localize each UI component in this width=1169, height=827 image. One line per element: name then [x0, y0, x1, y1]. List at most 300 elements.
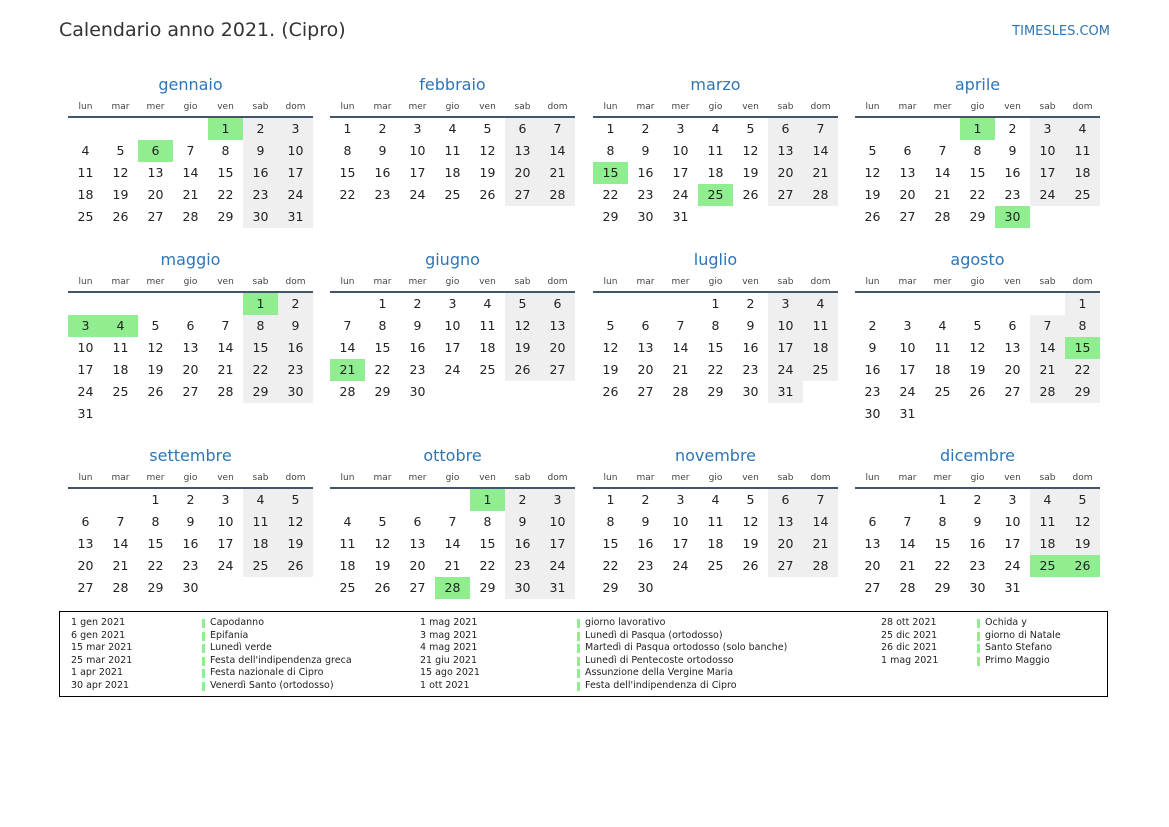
- day-cell: 7: [803, 489, 838, 511]
- day-cell: 4: [1065, 118, 1100, 140]
- day-cell: 21: [803, 162, 838, 184]
- weekday-label: dom: [810, 102, 831, 112]
- weekday-label: dom: [1072, 473, 1093, 483]
- holiday-day-cell: 30: [995, 206, 1030, 228]
- holiday-day-cell: 3: [68, 315, 103, 337]
- day-cell: 19: [864, 187, 881, 202]
- holiday-day-cell: 4: [103, 315, 138, 337]
- day-cell: 18: [112, 362, 129, 377]
- day-cell: 28: [112, 580, 129, 595]
- weekday-label: lun: [865, 102, 880, 112]
- day-cell: 23: [409, 362, 426, 377]
- day-cell: 10: [672, 143, 689, 158]
- day-cell: 28: [803, 555, 838, 577]
- day-cell: 24: [409, 187, 426, 202]
- day-cell: 30: [182, 580, 199, 595]
- weekday-label: ven: [1004, 473, 1021, 483]
- day-cell: 20: [1004, 362, 1021, 377]
- day-cell: 16: [1004, 165, 1021, 180]
- weekday-label: sab: [777, 102, 794, 112]
- weekday-label: dom: [1072, 102, 1093, 112]
- legend-dates-2: [420, 617, 480, 693]
- weekday-label: dom: [547, 277, 568, 287]
- day-cell: 21: [1030, 359, 1065, 381]
- month-aprile: [855, 74, 1100, 228]
- day-cell: 3: [676, 121, 685, 136]
- day-cell: 25: [444, 187, 461, 202]
- day-cell: 24: [899, 384, 916, 399]
- day-cell: 15: [934, 536, 951, 551]
- legend-text: 1 apr 2021: [71, 667, 124, 679]
- day-cell: 10: [77, 340, 94, 355]
- empty-cell: [103, 118, 138, 140]
- day-cell: 6: [768, 118, 803, 140]
- day-cell: 30: [969, 580, 986, 595]
- day-cell: 19: [1065, 533, 1100, 555]
- day-cell: 2: [378, 121, 387, 136]
- day-cell: 19: [147, 362, 164, 377]
- day-cell: 3: [1008, 492, 1017, 507]
- legend-text: 15 ago 2021: [420, 667, 480, 679]
- day-cell: 20: [899, 187, 916, 202]
- day-cell: 28: [934, 209, 951, 224]
- weekday-label: ven: [217, 102, 234, 112]
- day-cell: 5: [746, 121, 755, 136]
- day-cell: 25: [479, 362, 496, 377]
- day-cell: 18: [934, 362, 951, 377]
- weekday-label: ven: [479, 277, 496, 287]
- day-cell: 16: [637, 536, 654, 551]
- weekday-label: sab: [777, 473, 794, 483]
- day-cell: 25: [243, 555, 278, 577]
- day-cell: 29: [147, 580, 164, 595]
- day-cell: 16: [969, 536, 986, 551]
- weekday-label: gio: [970, 277, 985, 287]
- day-cell: 22: [217, 187, 234, 202]
- holiday-day-cell: 28: [435, 577, 470, 599]
- empty-cell: [995, 293, 1030, 315]
- day-cell: 17: [540, 533, 575, 555]
- day-cell: 30: [742, 384, 759, 399]
- day-cell: 31: [899, 406, 916, 421]
- day-cell: 17: [672, 165, 689, 180]
- day-cell: 3: [413, 121, 422, 136]
- day-cell: 4: [1030, 489, 1065, 511]
- weekday-label: mer: [146, 277, 165, 287]
- legend-holiday-mark: [577, 657, 580, 666]
- day-cell: 22: [479, 558, 496, 573]
- day-cell: 20: [864, 558, 881, 573]
- weekday-label: gio: [445, 473, 460, 483]
- day-cell: 7: [938, 143, 947, 158]
- weekday-label: mar: [636, 102, 655, 112]
- weekday-label: mar: [111, 102, 130, 112]
- weekday-label: sab: [1039, 277, 1056, 287]
- day-cell: 13: [768, 140, 803, 162]
- empty-cell: [400, 489, 435, 511]
- day-cell: 4: [938, 318, 947, 333]
- day-cell: 9: [278, 315, 313, 337]
- day-cell: 22: [1065, 359, 1100, 381]
- weekday-label: gio: [708, 102, 723, 112]
- day-cell: 27: [409, 580, 426, 595]
- empty-cell: [960, 293, 995, 315]
- weekday-label: dom: [1072, 277, 1093, 287]
- month-name: marzo: [690, 75, 741, 94]
- day-cell: 7: [540, 118, 575, 140]
- month-ottobre: [330, 445, 575, 599]
- day-cell: 9: [243, 140, 278, 162]
- weekday-label: dom: [547, 473, 568, 483]
- day-cell: 2: [278, 293, 313, 315]
- day-cell: 13: [77, 536, 94, 551]
- legend-text: Santo Stefano: [985, 642, 1053, 654]
- day-cell: 9: [505, 511, 540, 533]
- day-cell: 26: [742, 187, 759, 202]
- day-cell: 23: [637, 558, 654, 573]
- day-cell: 21: [672, 362, 689, 377]
- empty-cell: [925, 118, 960, 140]
- day-cell: 23: [637, 187, 654, 202]
- day-cell: 27: [77, 580, 94, 595]
- weekday-header: [68, 469, 313, 489]
- day-cell: 2: [1008, 121, 1017, 136]
- legend-text: 1 gen 2021: [71, 617, 126, 628]
- day-cell: 13: [864, 536, 881, 551]
- day-cell: 18: [77, 187, 94, 202]
- legend-marks-1: [202, 619, 205, 693]
- weekday-header: [593, 98, 838, 118]
- weekday-header: [330, 98, 575, 118]
- day-cell: 14: [540, 140, 575, 162]
- weekday-label: mar: [111, 473, 130, 483]
- day-grid: [593, 118, 838, 228]
- weekday-header: [855, 98, 1100, 118]
- day-cell: 24: [672, 187, 689, 202]
- day-cell: 9: [868, 340, 877, 355]
- empty-cell: [855, 293, 890, 315]
- day-cell: 28: [672, 384, 689, 399]
- legend-names-1: [210, 617, 352, 693]
- weekday-header: [593, 273, 838, 293]
- day-cell: 10: [409, 143, 426, 158]
- day-cell: 23: [182, 558, 199, 573]
- day-cell: 14: [182, 165, 199, 180]
- month-name: luglio: [693, 250, 738, 269]
- legend-text: Ochida y: [985, 617, 1027, 628]
- day-cell: 31: [768, 381, 803, 403]
- day-cell: 8: [243, 315, 278, 337]
- weekday-label: mer: [671, 473, 690, 483]
- empty-cell: [593, 293, 628, 315]
- weekday-label: lun: [603, 473, 618, 483]
- legend-text: 15 mar 2021: [71, 642, 133, 654]
- legend-holiday-mark: [977, 644, 980, 653]
- day-cell: 28: [217, 384, 234, 399]
- legend-text: Lunedì di Pasqua (ortodosso): [585, 629, 723, 641]
- day-cell: 20: [768, 533, 803, 555]
- month-name: novembre: [674, 446, 757, 465]
- day-cell: 13: [899, 165, 916, 180]
- day-cell: 23: [374, 187, 391, 202]
- empty-cell: [365, 489, 400, 511]
- month-maggio: [68, 249, 313, 425]
- legend-text: Lunedì verde: [210, 642, 272, 654]
- day-grid: [855, 118, 1100, 228]
- day-cell: 22: [243, 359, 278, 381]
- day-cell: 7: [221, 318, 230, 333]
- weekday-label: lun: [340, 102, 355, 112]
- day-cell: 26: [479, 187, 496, 202]
- day-cell: 4: [483, 296, 492, 311]
- day-cell: 24: [77, 384, 94, 399]
- empty-cell: [925, 293, 960, 315]
- legend-holiday-mark: [202, 657, 205, 666]
- day-cell: 3: [768, 293, 803, 315]
- day-cell: 27: [637, 384, 654, 399]
- legend-text: 1 mag 2021: [881, 654, 939, 666]
- day-cell: 20: [77, 558, 94, 573]
- day-cell: 10: [444, 318, 461, 333]
- day-cell: 24: [540, 555, 575, 577]
- day-cell: 5: [1065, 489, 1100, 511]
- day-cell: 24: [672, 558, 689, 573]
- day-cell: 29: [479, 580, 496, 595]
- legend-holiday-mark: [577, 682, 580, 691]
- weekday-header: [68, 98, 313, 118]
- day-cell: 10: [278, 140, 313, 162]
- weekday-label: lun: [865, 277, 880, 287]
- day-cell: 17: [1004, 536, 1021, 551]
- day-cell: 15: [602, 536, 619, 551]
- legend-text: Lunedì di Pentecoste ortodosso: [585, 654, 734, 666]
- day-cell: 24: [444, 362, 461, 377]
- day-cell: 17: [768, 337, 803, 359]
- weekday-label: dom: [285, 473, 306, 483]
- day-cell: 26: [742, 558, 759, 573]
- day-cell: 29: [243, 381, 278, 403]
- day-cell: 8: [606, 514, 615, 529]
- empty-cell: [138, 293, 173, 315]
- day-cell: 12: [864, 165, 881, 180]
- day-cell: 29: [707, 384, 724, 399]
- legend-holiday-mark: [977, 632, 980, 641]
- legend-dates-1: [71, 617, 132, 693]
- weekday-label: dom: [810, 277, 831, 287]
- day-cell: 15: [339, 165, 356, 180]
- legend-text: 1 mag 2021: [420, 617, 478, 628]
- weekday-label: mer: [146, 102, 165, 112]
- day-cell: 19: [374, 558, 391, 573]
- day-cell: 26: [505, 359, 540, 381]
- day-cell: 28: [803, 184, 838, 206]
- weekday-label: sab: [1039, 473, 1056, 483]
- day-cell: 30: [243, 206, 278, 228]
- day-cell: 20: [182, 362, 199, 377]
- day-cell: 8: [711, 318, 720, 333]
- day-cell: 12: [1065, 511, 1100, 533]
- weekday-label: lun: [340, 473, 355, 483]
- weekday-label: gio: [445, 102, 460, 112]
- day-cell: 11: [243, 511, 278, 533]
- day-cell: 27: [1004, 384, 1021, 399]
- day-cell: 27: [768, 184, 803, 206]
- day-cell: 29: [1065, 381, 1100, 403]
- legend-text: Primo Maggio: [985, 654, 1050, 666]
- day-cell: 23: [278, 359, 313, 381]
- day-cell: 14: [803, 140, 838, 162]
- month-giugno: [330, 249, 575, 403]
- day-cell: 7: [803, 118, 838, 140]
- legend-marks-3: [977, 619, 980, 693]
- day-cell: 31: [672, 209, 689, 224]
- month-name: febbraio: [419, 75, 486, 94]
- day-cell: 21: [899, 558, 916, 573]
- weekday-label: mar: [898, 102, 917, 112]
- legend-text: Capodanno: [210, 617, 265, 628]
- legend-text: 3 mag 2021: [420, 629, 478, 641]
- legend-holiday-mark: [577, 644, 580, 653]
- site-link[interactable]: TIMESLES.COM: [1012, 24, 1110, 39]
- legend-text: 21 giu 2021: [420, 654, 477, 666]
- day-cell: 12: [479, 143, 496, 158]
- month-name: giugno: [425, 250, 480, 269]
- day-cell: 26: [278, 555, 313, 577]
- legend-text: Venerdì Santo (ortodosso): [210, 679, 334, 691]
- day-cell: 23: [969, 558, 986, 573]
- day-cell: 7: [676, 318, 685, 333]
- day-cell: 8: [343, 143, 352, 158]
- day-cell: 16: [864, 362, 881, 377]
- day-cell: 30: [505, 577, 540, 599]
- day-cell: 30: [409, 384, 426, 399]
- day-cell: 10: [540, 511, 575, 533]
- weekday-label: dom: [810, 473, 831, 483]
- month-name: dicembre: [939, 446, 1016, 465]
- empty-cell: [103, 293, 138, 315]
- day-cell: 1: [606, 492, 615, 507]
- day-cell: 21: [444, 558, 461, 573]
- day-cell: 13: [1004, 340, 1021, 355]
- weekday-header: [855, 469, 1100, 489]
- day-cell: 9: [746, 318, 755, 333]
- day-cell: 28: [182, 209, 199, 224]
- day-cell: 10: [1004, 514, 1021, 529]
- weekday-label: lun: [603, 277, 618, 287]
- day-cell: 20: [637, 362, 654, 377]
- day-cell: 5: [116, 143, 125, 158]
- day-cell: 5: [278, 489, 313, 511]
- empty-cell: [1030, 293, 1065, 315]
- day-cell: 30: [637, 209, 654, 224]
- day-cell: 5: [606, 318, 615, 333]
- weekday-label: sab: [514, 277, 531, 287]
- day-cell: 12: [602, 340, 619, 355]
- day-cell: 21: [540, 162, 575, 184]
- day-cell: 22: [602, 558, 619, 573]
- holiday-day-cell: 25: [698, 184, 733, 206]
- day-cell: 14: [1030, 337, 1065, 359]
- day-cell: 18: [707, 165, 724, 180]
- day-cell: 26: [374, 580, 391, 595]
- legend-text: 26 dic 2021: [881, 642, 938, 654]
- day-cell: 5: [378, 514, 387, 529]
- day-cell: 19: [969, 362, 986, 377]
- weekday-label: mar: [373, 102, 392, 112]
- day-cell: 29: [934, 580, 951, 595]
- day-cell: 19: [278, 533, 313, 555]
- day-cell: 11: [339, 536, 356, 551]
- weekday-label: mar: [373, 277, 392, 287]
- day-cell: 6: [903, 143, 912, 158]
- day-cell: 21: [934, 187, 951, 202]
- day-cell: 29: [374, 384, 391, 399]
- weekday-label: gio: [708, 277, 723, 287]
- day-cell: 15: [243, 337, 278, 359]
- day-cell: 20: [147, 187, 164, 202]
- day-cell: 24: [1004, 558, 1021, 573]
- day-cell: 20: [540, 337, 575, 359]
- day-cell: 16: [182, 536, 199, 551]
- day-cell: 22: [934, 558, 951, 573]
- weekday-label: sab: [252, 473, 269, 483]
- day-cell: 31: [278, 206, 313, 228]
- month-name: aprile: [954, 75, 1001, 94]
- day-cell: 22: [339, 187, 356, 202]
- day-cell: 9: [641, 143, 650, 158]
- legend-text: 4 mag 2021: [420, 642, 478, 654]
- weekday-label: mar: [898, 473, 917, 483]
- day-cell: 26: [147, 384, 164, 399]
- day-cell: 27: [505, 184, 540, 206]
- day-cell: 17: [899, 362, 916, 377]
- day-cell: 19: [742, 165, 759, 180]
- day-cell: 19: [602, 362, 619, 377]
- empty-cell: [68, 489, 103, 511]
- day-cell: 19: [742, 536, 759, 551]
- day-cell: 30: [864, 406, 881, 421]
- day-cell: 11: [1065, 140, 1100, 162]
- day-cell: 5: [483, 121, 492, 136]
- empty-cell: [330, 489, 365, 511]
- day-cell: 26: [112, 209, 129, 224]
- day-cell: 8: [483, 514, 492, 529]
- day-cell: 8: [1065, 315, 1100, 337]
- day-cell: 6: [186, 318, 195, 333]
- holiday-day-cell: 1: [470, 489, 505, 511]
- day-cell: 5: [505, 293, 540, 315]
- weekday-label: sab: [1039, 102, 1056, 112]
- weekday-label: gio: [708, 473, 723, 483]
- day-cell: 5: [151, 318, 160, 333]
- day-cell: 12: [742, 143, 759, 158]
- day-cell: 25: [339, 580, 356, 595]
- weekday-label: sab: [514, 102, 531, 112]
- weekday-label: mer: [933, 277, 952, 287]
- day-cell: 15: [147, 536, 164, 551]
- day-cell: 8: [606, 143, 615, 158]
- day-cell: 12: [112, 165, 129, 180]
- legend-marks-2: [577, 619, 580, 693]
- legend-dates-3: [881, 617, 938, 667]
- day-cell: 18: [479, 340, 496, 355]
- empty-cell: [68, 293, 103, 315]
- legend-text: 28 ott 2021: [881, 617, 937, 628]
- day-cell: 31: [540, 577, 575, 599]
- weekday-label: ven: [217, 473, 234, 483]
- day-cell: 14: [934, 165, 951, 180]
- month-name: agosto: [950, 250, 1005, 269]
